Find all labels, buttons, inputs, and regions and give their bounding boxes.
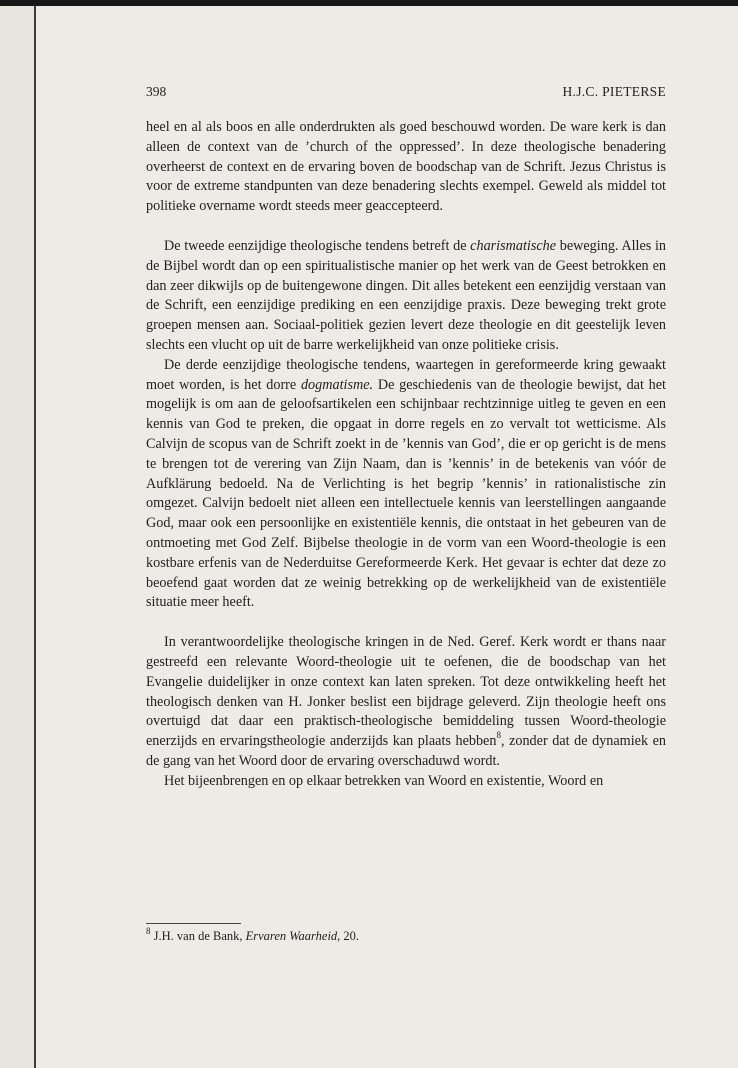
paragraph-4 bbox=[146, 633, 666, 772]
footnote-number: 8 bbox=[146, 925, 151, 936]
emphasis-dogmatisme: dogmatisme. bbox=[300, 376, 374, 393]
page-number: 398 bbox=[146, 84, 167, 99]
footnote-rule bbox=[146, 923, 241, 924]
body-text bbox=[146, 118, 666, 792]
paragraph-2 bbox=[146, 237, 666, 356]
paragraph-3-text: De derde eenzijdige theologische tendens, waartegen in gereformeerde kring gewaakt moet worden, is het dorre bbox=[146, 356, 666, 393]
footnote-author: J.H. van de Bank, bbox=[150, 929, 246, 943]
paragraph-2-text-cont: beweging. Alles in de Bijbel wordt dan op een spiritualistische manier op het werk van de Geest betrokken en dan zeer dikwijls op de buitengewone dingen. Dit alles betekent een eenzijdig verstaan van de Schrift, een eenzijdige prediking en een eenzijdige praxis. Deze beweging trekt grote groepen mensen aan. Sociaal-politiek gezien levert deze theologie en dit geestelijk leven slechts een vlucht op uit de barre werkelijkheid van onze politieke crisis. bbox=[146, 237, 666, 353]
paragraph-4-text-cont: , zonder dat de dynamiek en de gang van het Woord door de ervaring overschaduwd wordt. bbox=[146, 733, 667, 769]
footnote-page: 20. bbox=[340, 929, 360, 943]
paragraph-1: heel en al als boos en alle onderdrukten als goed beschouwd worden. De ware kerk is dan alleen de context van de ’church of the oppressed’. In deze theologische benadering overheerst de context en de ervaring boven de boodschap van de Schrift. Jezus Christus is voor de extreme standpunten van deze benadering slechts exempel. Geweld als middel tot politieke overname wordt steeds meer geaccepteerd. bbox=[146, 119, 666, 215]
footnote-title: Ervaren Waarheid, bbox=[245, 929, 341, 943]
paragraph-3-text-cont: De geschiedenis van de theologie bewijst, dat het mogelijk is om aan de geloofsartikelen een schijnbaar rechtzinnige uitleg te geven en een kennis van God te preken, die opgaat in dorre regels en zo vervalt tot wetticisme. Als Calvijn de scopus van de Schrift zoekt in de ’kennis van God’, die er op gericht is de mens te brengen tot de verering van Zijn Naam, dan is ’kennis’ in de betekenis van vóór de Aufklärung bedoeld. Na de Verlichting is het begrip ’kennis’ in rationalistische zin omgezet. Calvijn bedoelt niet alleen een intellectuele kennis van leerstellingen aangaande God, maar ook een persoonlijke en existentiële kennis, die ontstaat in het gebeuren van de ontmoeting met God Zelf. Bijbelse theologie in de vorm van een Woord-theologie is een kostbare erfenis van de Nederduitse Gereformeerde Kerk. Het gevaar is echter dat deze zo beoefend gaat worden dat ze weinig betrekking op de werkelijkheid van de existentiële situatie meer heeft. bbox=[146, 376, 666, 611]
paragraph-5: Het bijeenbrengen en op elkaar betrekken van Woord en existentie, Woord en bbox=[164, 772, 604, 789]
running-head-author: H.J.C. PIETERSE bbox=[562, 84, 666, 99]
paragraph-4-text: In verantwoordelijke theologische kringen in de Ned. Geref. Kerk wordt er thans naar gestreefd een relevante Woord-theologie uit te oefenen, die de boodschap van het Evangelie duidelijker in onze context kan laten spreken. Tot deze ontwikkeling heeft het theologisch denken van H. Jonker beslist een bijdrage geleverd. Zijn theologie heeft ons overtuigd dat daar een praktisch-theologische bemiddeling tussen Woord-theologie enerzijds en ervaringstheologie anderzijds kan plaats hebben bbox=[146, 634, 666, 750]
footnote bbox=[146, 925, 666, 944]
footnote-reference: 8 bbox=[496, 730, 501, 741]
paragraph-2-text: De tweede eenzijdige theologische tendens betreft de bbox=[164, 237, 471, 254]
emphasis-charismatische: charismatische bbox=[470, 237, 557, 254]
paragraph-3 bbox=[146, 356, 666, 613]
